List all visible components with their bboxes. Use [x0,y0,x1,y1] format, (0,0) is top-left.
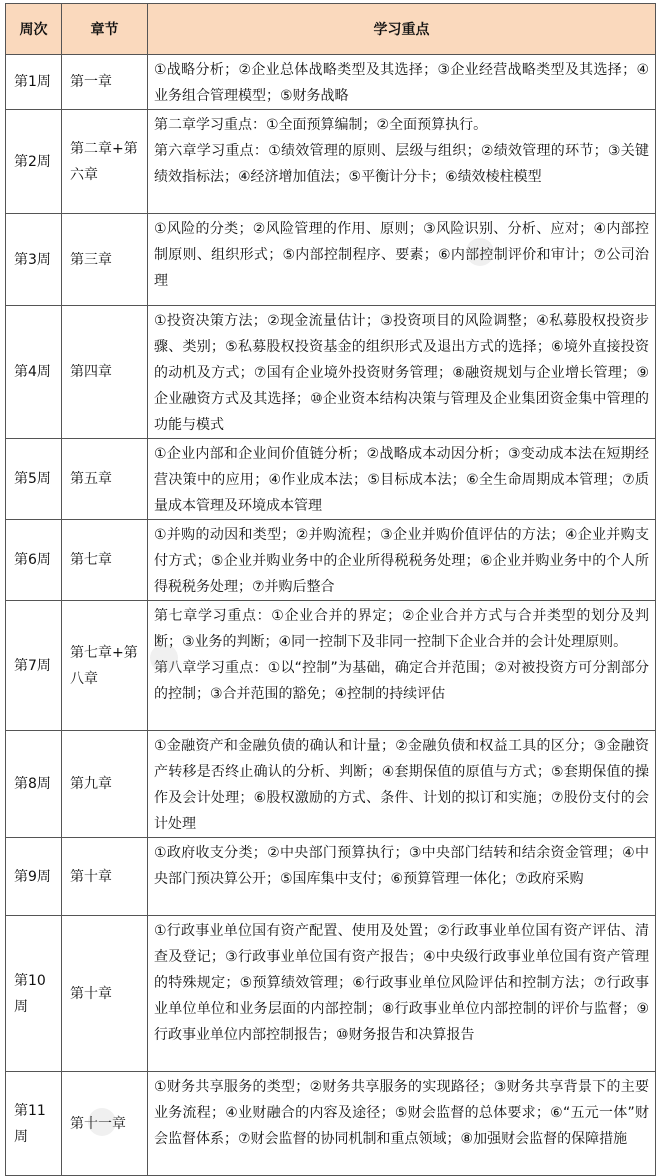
header-week: 周次 [6,4,62,55]
table-row [6,916,656,1072]
week-cell: 第10周 [6,916,62,1072]
chapter-cell: 第十章 [62,838,148,916]
week-cell: 第2周 [6,110,62,214]
focus-cell [148,439,656,520]
week-cell: 第5周 [6,439,62,520]
focus-text: ①投资决策方法；②现金流量估计；③投资项目的风险调整；④私募股权投资步骤、类别；⑤私募股权投资基金的组织形式及退出方式的选择；⑥境外直接投资的动机及方式；⑦国有企业境外投资财务管理；⑧融资规划与企业增长管理；⑨企业融资方式及其选择；⑩企业资本结构决策与管理及企业集团资金集中管理的功能与模式 [154,313,649,433]
chapter-cell: 第十一章 [62,1072,148,1176]
table-row [6,520,656,601]
table-row [6,731,656,838]
chapter-cell: 第九章 [62,731,148,838]
focus-cell [148,55,656,110]
focus-text: ①战略分析；②企业总体战略类型及其选择；③企业经营战略类型及其选择；④业务组合管理模型；⑤财务战略 [154,62,649,104]
table-row [6,601,656,731]
week-cell: 第8周 [6,731,62,838]
header-row [6,4,656,55]
chapter-cell: 第二章+第六章 [62,110,148,214]
focus-cell [148,838,656,916]
table-row [6,306,656,439]
chapter-cell: 第七章 [62,520,148,601]
table-row [6,110,656,214]
table-row [6,55,656,110]
focus-cell [148,110,656,214]
focus-text: 第二章学习重点：①全面预算编制；②全面预算执行。 [154,117,488,133]
focus-text: ①并购的动因和类型；②并购流程；③企业并购价值评估的方法；④企业并购支付方式；⑤企业并购业务中的企业所得税税务处理；⑥企业并购业务中的个人所得税税务处理；⑦并购后整合 [154,527,649,595]
focus-text: ①风险的分类；②风险管理的作用、原则；③风险识别、分析、应对；④内部控制原则、组织形式；⑤内部控制程序、要素；⑥内部控制评价和审计；⑦公司治理 [154,221,649,289]
header-chapter: 章节 [62,4,148,55]
week-cell: 第1周 [6,55,62,110]
chapter-cell: 第七章+第八章 [62,601,148,731]
focus-text: 第七章学习重点：①企业合并的界定；②企业合并方式与合并类型的划分及判断；③业务的判断；④同一控制下及非同一控制下企业合并的会计处理原则。 [154,608,649,650]
week-cell: 第3周 [6,214,62,306]
week-cell: 第9周 [6,838,62,916]
focus-cell [148,601,656,731]
focus-cell [148,1072,656,1176]
table-row [6,214,656,306]
week-cell: 第4周 [6,306,62,439]
chapter-cell: 第三章 [62,214,148,306]
table-row [6,1072,656,1176]
focus-text: 第六章学习重点：①绩效管理的原则、层级与组织；②绩效管理的环节；③关键绩效指标法；④经济增加值法；⑤平衡计分卡；⑥绩效棱柱模型 [154,143,649,185]
focus-cell [148,214,656,306]
focus-text: ①政府收支分类；②中央部门预算执行；③中央部门结转和结余资金管理；④中央部门预决算公开；⑤国库集中支付；⑥预算管理一体化；⑦政府采购 [154,845,649,887]
focus-cell [148,916,656,1072]
focus-cell [148,731,656,838]
study-plan-table [5,3,656,1176]
chapter-cell: 第五章 [62,439,148,520]
focus-text: ①行政事业单位国有资产配置、使用及处置；②行政事业单位国有资产评估、清查及登记；③行政事业单位国有资产报告；④中央级行政事业单位国有资产管理的特殊规定；⑤预算绩效管理；⑥行政事业单位风险评估和控制方法；⑦行政事业单位单位和业务层面的内部控制；⑧行政事业单位内部控制的评价与监督；⑨行政事业单位内部控制报告；⑩财务报告和决算报告 [154,923,649,1043]
focus-cell [148,306,656,439]
header-focus: 学习重点 [148,4,656,55]
table-row [6,838,656,916]
week-cell: 第6周 [6,520,62,601]
chapter-cell: 第四章 [62,306,148,439]
week-cell: 第7周 [6,601,62,731]
focus-text: ①企业内部和企业间价值链分析；②战略成本动因分析；③变动成本法在短期经营决策中的应用；④作业成本法；⑤目标成本法；⑥全生命周期成本管理；⑦质量成本管理及环境成本管理 [154,446,649,514]
focus-text: ①财务共享服务的类型；②财务共享服务的实现路径；③财务共享背景下的主要业务流程；④业财融合的内容及途径；⑤财会监督的总体要求；⑥“五元一体”财会监督体系；⑦财会监督的协同机制和重点领域；⑧加强财会监督的保障措施 [154,1079,649,1147]
focus-text: ①金融资产和金融负债的确认和计量；②金融负债和权益工具的区分；③金融资产转移是否终止确认的分析、判断；④套期保值的原值与方式；⑤套期保值的操作及会计处理；⑥股权激励的方式、条件、计划的拟订和实施；⑦股份支付的会计处理 [154,738,649,832]
focus-cell [148,520,656,601]
chapter-cell: 第一章 [62,55,148,110]
week-cell: 第11周 [6,1072,62,1176]
table-row [6,439,656,520]
chapter-cell: 第十章 [62,916,148,1072]
focus-text: 第八章学习重点：①以“控制”为基础，确定合并范围；②对被投资方可分割部分的控制；③合并范围的豁免；④控制的持续评估 [154,660,649,702]
